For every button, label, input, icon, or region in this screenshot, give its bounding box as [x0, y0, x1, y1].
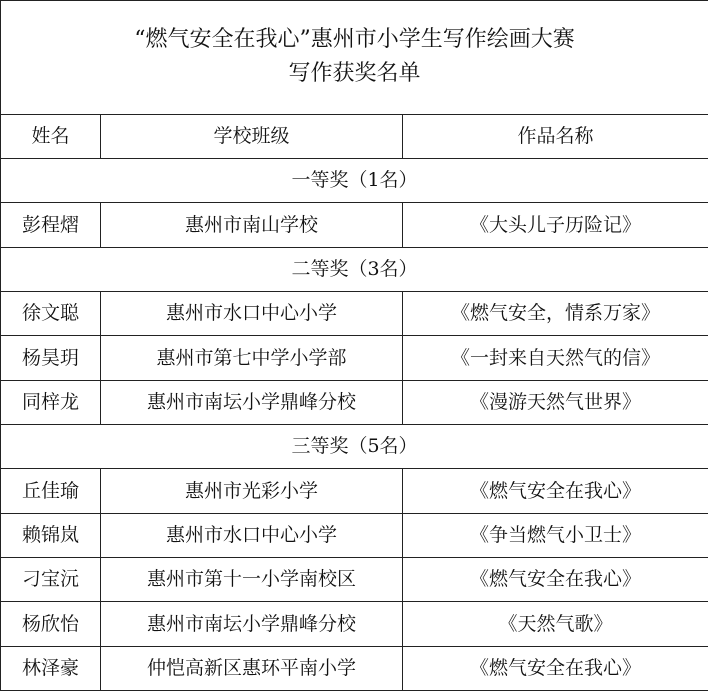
table-row	[1, 557, 708, 601]
student-name-cell: 赖锦岚	[1, 513, 101, 557]
header-name: 姓名	[1, 114, 101, 158]
school-class-cell: 惠州市第十一小学南校区	[101, 557, 403, 601]
table-row	[1, 469, 708, 513]
title-line-1: “燃气安全在我心”惠州市小学生写作绘画大赛	[134, 27, 575, 53]
header-work-title: 作品名称	[403, 114, 708, 158]
work-title-cell: 《燃气安全，情系万家》	[403, 292, 708, 336]
work-title-cell: 《天然气歌》	[403, 602, 708, 646]
school-class-cell: 惠州市第七中学小学部	[101, 336, 403, 380]
work-title-cell: 《漫游天然气世界》	[403, 380, 708, 424]
work-title-cell: 《燃气安全在我心》	[403, 557, 708, 601]
table-row	[1, 203, 708, 247]
work-title-cell: 《一封来自天然气的信》	[403, 336, 708, 380]
student-name-cell: 徐文聪	[1, 292, 101, 336]
table-row	[1, 292, 708, 336]
header-school-class: 学校班级	[101, 114, 403, 158]
title-row	[1, 1, 708, 115]
student-name-cell: 丘佳瑜	[1, 469, 101, 513]
school-class-cell: 惠州市水口中心小学	[101, 513, 403, 557]
work-title-cell: 《争当燃气小卫士》	[403, 513, 708, 557]
header-row	[1, 114, 708, 158]
section-label: 三等奖（5名）	[1, 425, 708, 469]
student-name-cell: 彭程熠	[1, 203, 101, 247]
table-row	[1, 513, 708, 557]
school-class-cell: 惠州市南坛小学鼎峰分校	[101, 602, 403, 646]
student-name-cell: 同梓龙	[1, 380, 101, 424]
section-row	[1, 159, 708, 203]
school-class-cell: 惠州市南坛小学鼎峰分校	[101, 380, 403, 424]
student-name-cell: 林泽豪	[1, 646, 101, 690]
section-label: 二等奖（3名）	[1, 247, 708, 291]
section-row	[1, 425, 708, 469]
section-label: 一等奖（1名）	[1, 159, 708, 203]
school-class-cell: 惠州市光彩小学	[101, 469, 403, 513]
section-row	[1, 247, 708, 291]
student-name-cell: 杨昊玥	[1, 336, 101, 380]
title-line-2: 写作获奖名单	[288, 61, 421, 87]
school-class-cell: 惠州市水口中心小学	[101, 292, 403, 336]
table-row	[1, 380, 708, 424]
work-title-cell: 《燃气安全在我心》	[403, 646, 708, 690]
work-title-cell: 《燃气安全在我心》	[403, 469, 708, 513]
student-name-cell: 杨欣怡	[1, 602, 101, 646]
work-title-cell: 《大头儿子历险记》	[403, 203, 708, 247]
school-class-cell: 惠州市南山学校	[101, 203, 403, 247]
table-row	[1, 602, 708, 646]
student-name-cell: 刁宝沅	[1, 557, 101, 601]
school-class-cell: 仲恺高新区惠环平南小学	[101, 646, 403, 690]
table-row	[1, 646, 708, 690]
table-title	[1, 1, 708, 115]
table-row	[1, 336, 708, 380]
